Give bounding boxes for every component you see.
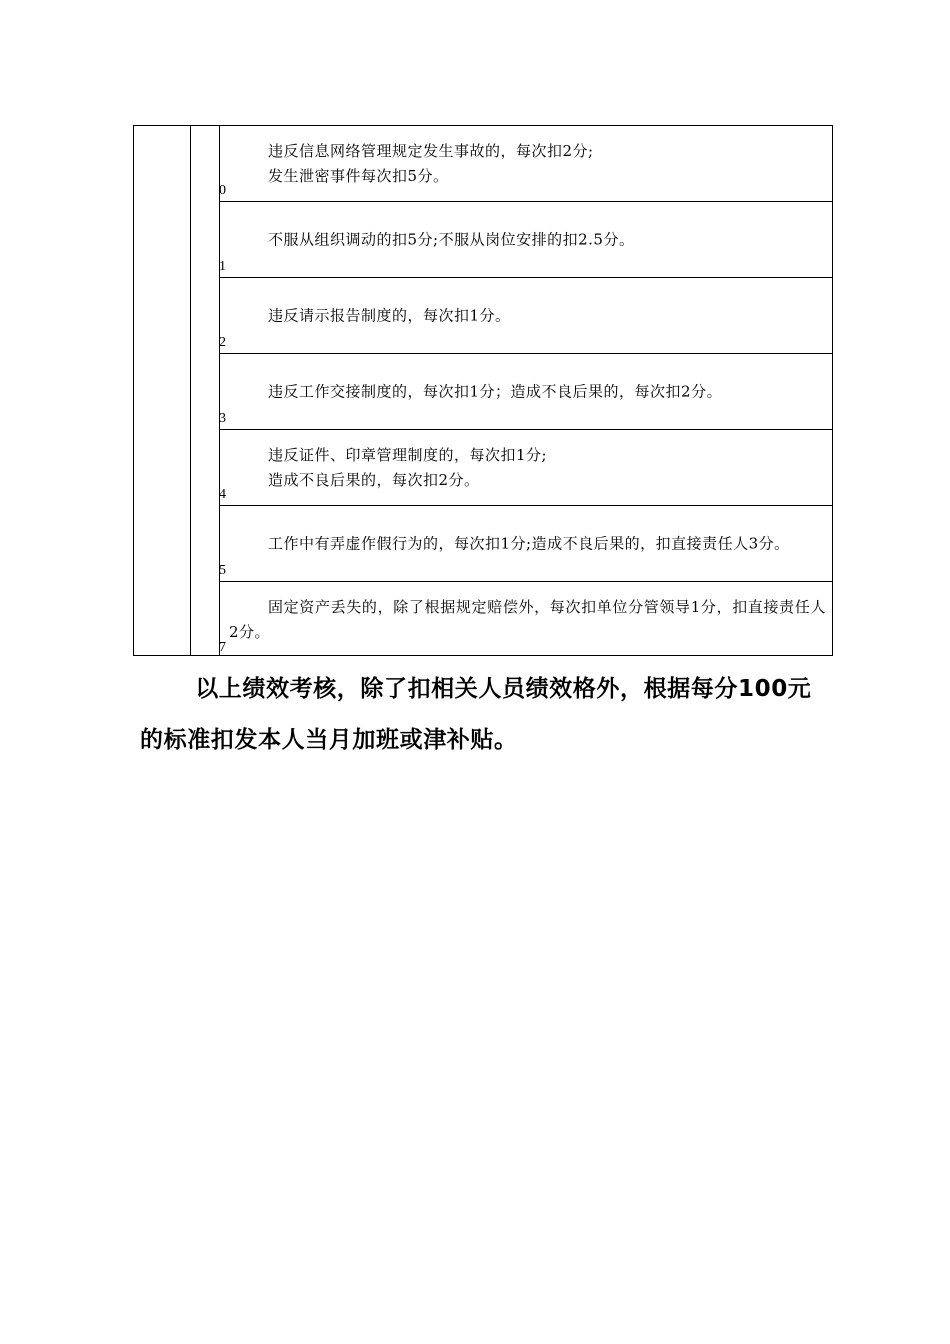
column-divider	[190, 126, 191, 655]
rule-number: 7	[219, 640, 226, 655]
rule-line: 违反信息网络管理规定发生事故的，每次扣2分;	[268, 141, 594, 160]
rule-line: 造成不良后果的，每次扣2分。	[268, 470, 480, 489]
rule-line: 违反工作交接制度的，每次扣1分；造成不良后果的，每次扣2分。	[268, 382, 723, 400]
rule-line: 工作中有弄虚作假行为的，每次扣1分;造成不良后果的，扣直接责任人3分。	[268, 534, 790, 552]
rule-row	[219, 430, 832, 506]
rule-line: 违反请示报告制度的，每次扣1分。	[268, 306, 511, 324]
note-paragraph	[140, 664, 820, 766]
rule-text	[229, 443, 826, 493]
rule-line: 违反证件、印章管理制度的，每次扣1分;	[268, 445, 548, 464]
rule-number: 4	[219, 487, 226, 502]
rules-body	[219, 126, 832, 655]
rule-number: 1	[219, 259, 226, 274]
rule-row	[219, 126, 832, 202]
rule-text	[229, 139, 826, 189]
rule-row	[219, 354, 832, 430]
rule-text	[229, 227, 826, 252]
note-text: 以上绩效考核，除了扣相关人员绩效格外，根据每分100元的标准扣发本人当月加班或津补贴。	[140, 676, 812, 753]
rule-text	[229, 531, 826, 556]
rule-row	[219, 506, 832, 582]
rule-row	[219, 582, 832, 658]
rule-number: 5	[219, 563, 226, 578]
rule-row	[219, 202, 832, 278]
rule-line: 固定资产丢失的，除了根据规定赔偿外，每次扣单位分管领导1分，扣直接责任人2分。	[229, 598, 826, 641]
rule-number: 3	[219, 411, 226, 426]
rule-line: 发生泄密事件每次扣5分。	[268, 166, 449, 185]
rule-text	[229, 303, 826, 328]
rule-line: 不服从组织调动的扣5分;不服从岗位安排的扣2.5分。	[268, 230, 635, 248]
rule-row	[219, 278, 832, 354]
rule-number: 0	[219, 183, 226, 198]
rules-table	[133, 125, 833, 656]
rule-number: 2	[219, 335, 226, 350]
rule-text	[229, 379, 826, 404]
rule-text	[229, 595, 826, 645]
